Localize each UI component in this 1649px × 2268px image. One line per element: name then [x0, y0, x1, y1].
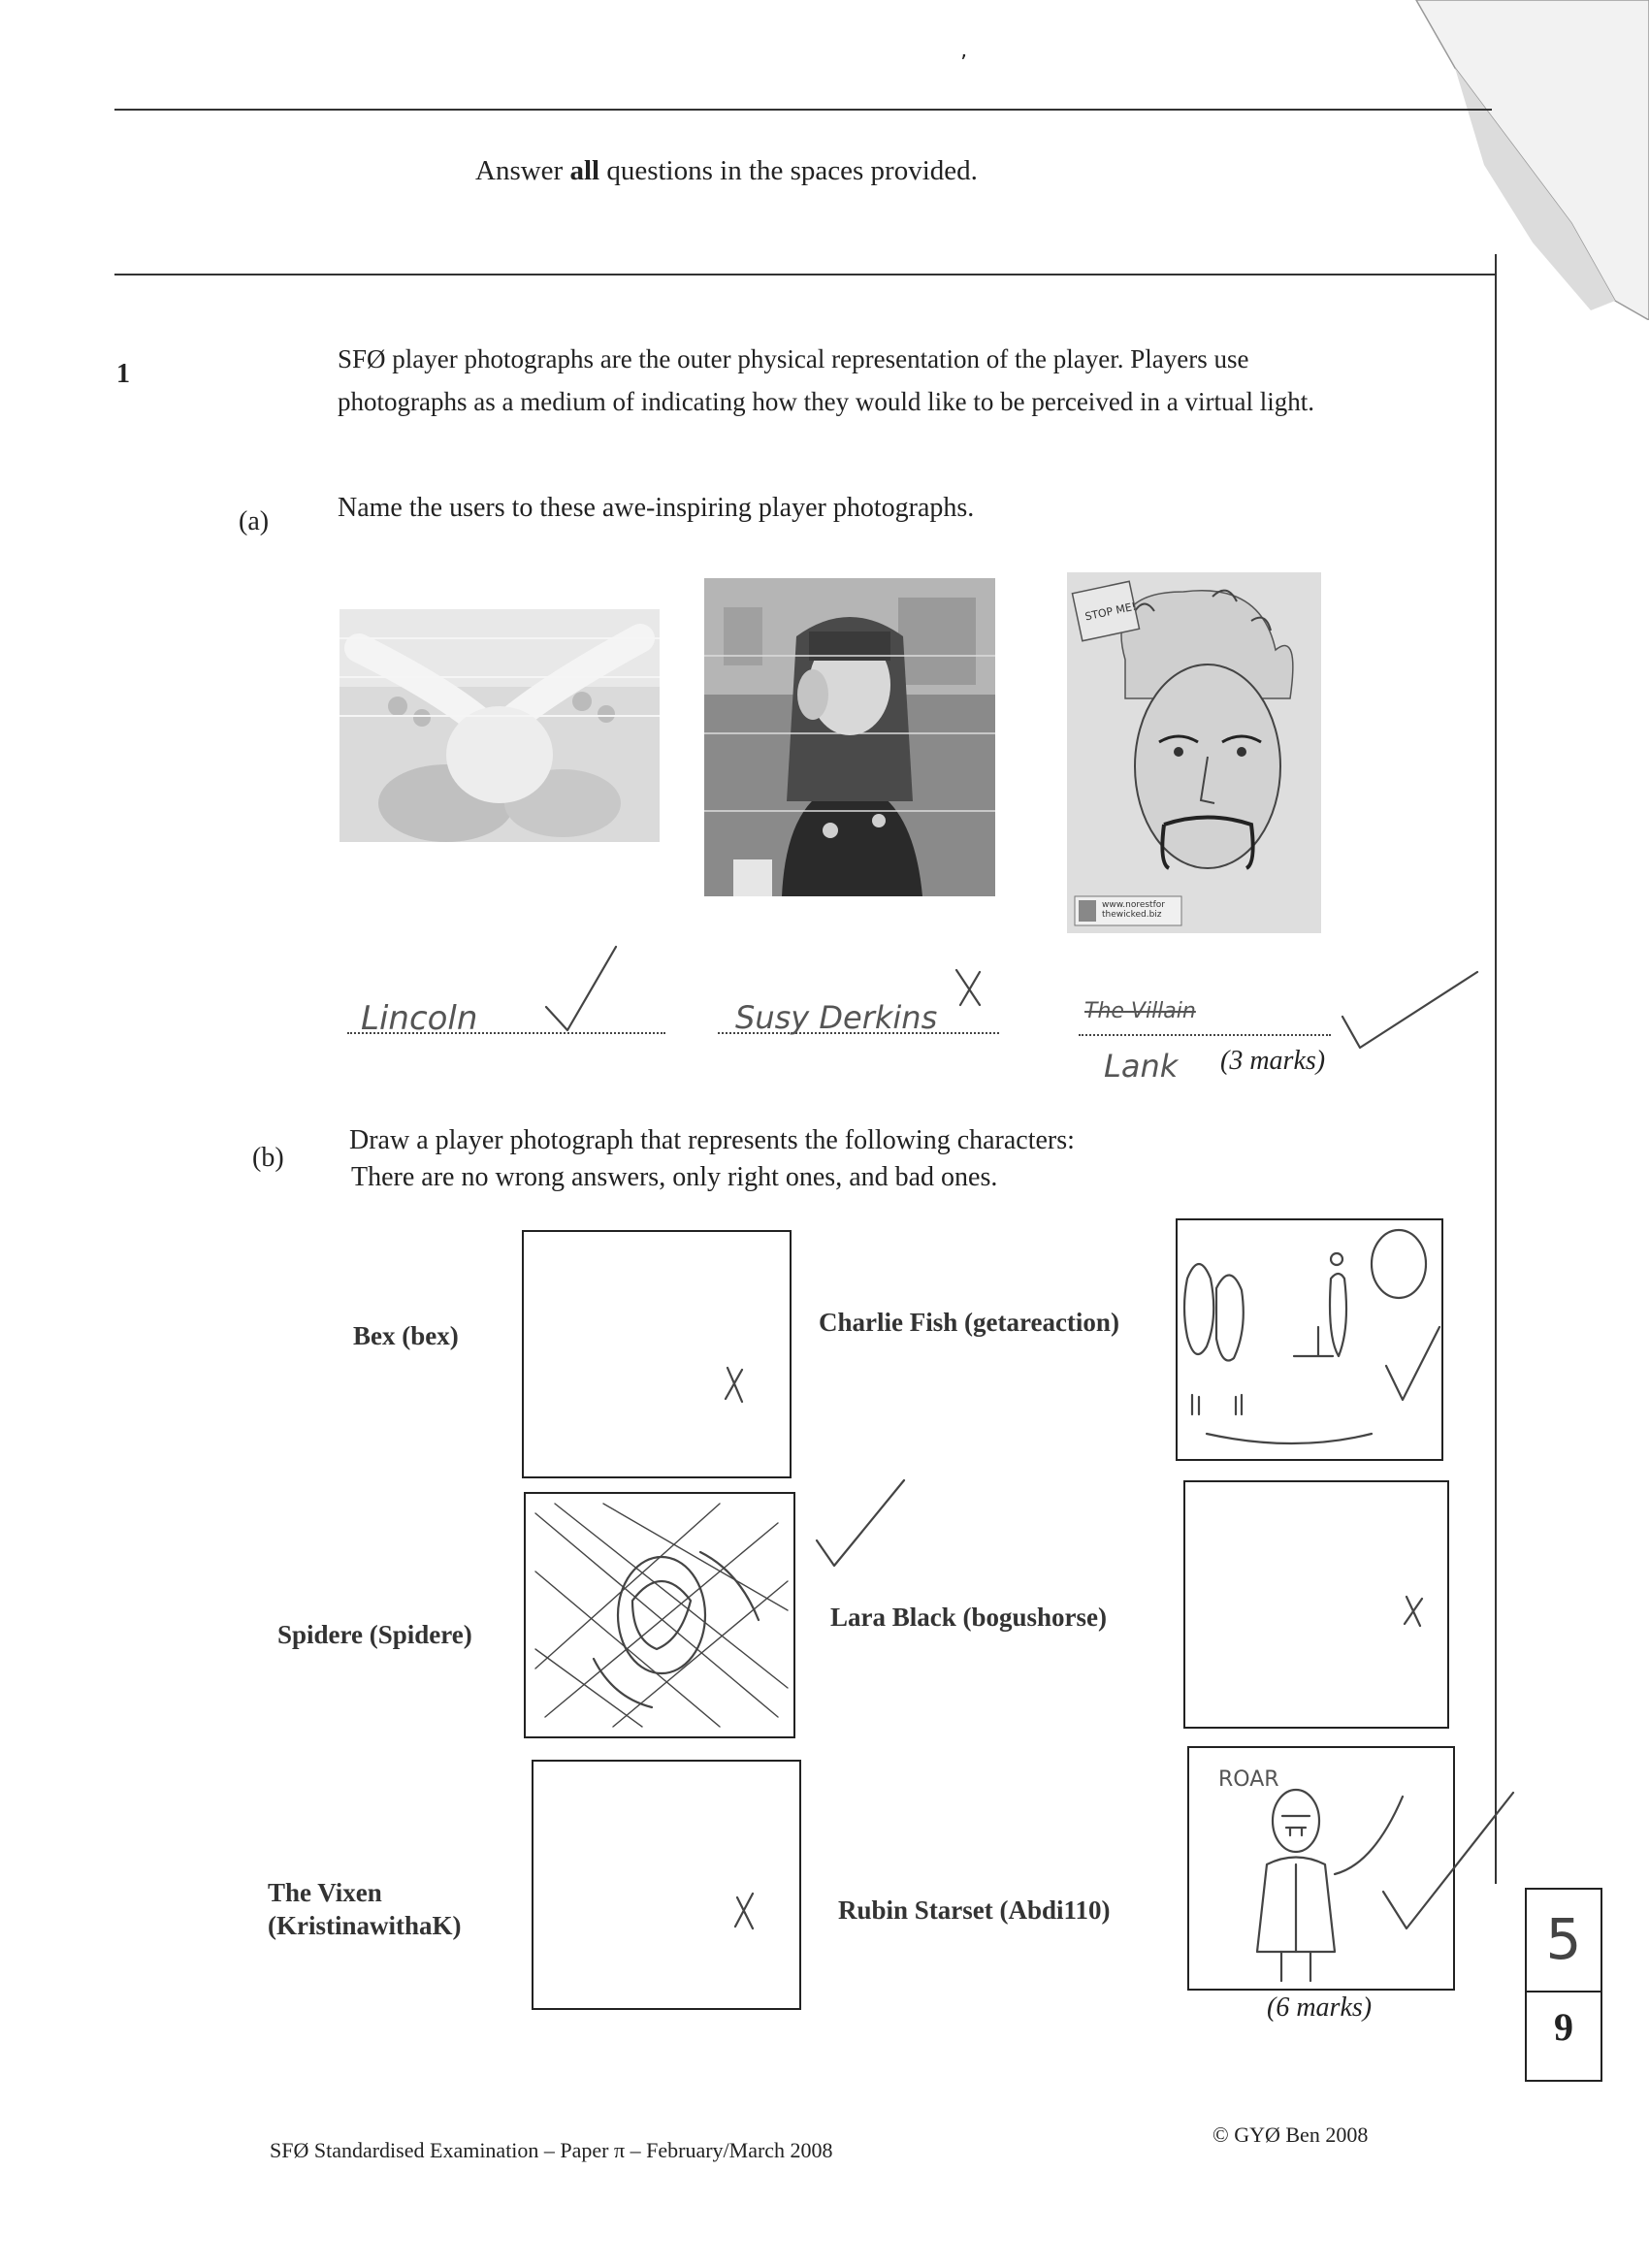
- question-intro: SFØ player photographs are the outer physical representation of the player. Players use photographs as a medium of indicating how they would like to be perceived in a virtual light.: [338, 344, 1315, 416]
- drawing-box-bex[interactable]: [522, 1230, 792, 1478]
- answer-1: Lincoln: [361, 999, 478, 1038]
- drawing-box-charlie-fish[interactable]: [1176, 1218, 1443, 1461]
- score-divider: [1527, 1991, 1600, 1993]
- part-a-prompt: Name the users to these awe-inspiring player photographs.: [338, 493, 975, 523]
- header-top-rule: [114, 109, 1492, 111]
- score-total: 9: [1554, 2005, 1573, 2049]
- page-tick: ٬: [960, 50, 967, 75]
- tick-spidere: [813, 1474, 910, 1571]
- part-b-marks: (6 marks): [1267, 1993, 1373, 2023]
- tick-answer-3: [1337, 970, 1482, 1057]
- part-b-prompt-2: There are no wrong answers, only right ones, and bad ones.: [351, 1162, 998, 1192]
- character-label-charlie-fish: Charlie Fish (getareaction): [819, 1308, 1119, 1337]
- part-b-label: (b): [252, 1143, 284, 1173]
- cross-answer-2: [951, 966, 986, 1009]
- instruction-text: Answer all questions in the spaces provided.: [475, 155, 978, 186]
- player-photo-sketch: [1067, 572, 1321, 933]
- footer-left: SFØ Standardised Examination – Paper π – February/March 2008: [270, 2138, 833, 2162]
- character-label-rubin-starset: Rubin Starset (Abdi110): [838, 1895, 1111, 1925]
- character-label-spidere: Spidere (Spidere): [277, 1620, 472, 1649]
- part-a-label: (a): [239, 506, 270, 536]
- header-bottom-rule: [114, 274, 1497, 275]
- player-photo-hands: [340, 609, 660, 842]
- answer-3: Lank: [1104, 1048, 1179, 1085]
- player-photo-woman: [704, 578, 995, 896]
- photo-sign-text: STOP ME!: [1083, 599, 1138, 624]
- tick-answer-1: [538, 941, 626, 1038]
- answer-3-struck: The Villain: [1084, 999, 1196, 1023]
- score-awarded: 5: [1545, 1906, 1582, 1972]
- footer-right: © GYØ Ben 2008: [1212, 2122, 1369, 2147]
- drawing-box-the-vixen[interactable]: [532, 1760, 801, 2010]
- part-b-prompt-1: Draw a player photograph that represents the following characters:: [349, 1125, 1075, 1155]
- answer-2: Susy Derkins: [735, 999, 938, 1036]
- drawing-box-lara-black[interactable]: [1183, 1480, 1449, 1729]
- folded-corner: [1397, 0, 1649, 320]
- score-box: [1525, 1888, 1602, 2082]
- right-margin-line: [1495, 254, 1497, 1884]
- character-label-bex: Bex (bex): [353, 1321, 459, 1350]
- drawing-box-spidere[interactable]: [524, 1492, 795, 1738]
- answer-line-3: [1079, 1034, 1331, 1036]
- character-label-the-vixen: The Vixen (KristinawithaK): [268, 1878, 462, 1940]
- tick-rubin-starset: [1377, 1785, 1523, 1940]
- question-number: 1: [116, 359, 130, 389]
- roar-text: ROAR: [1218, 1767, 1279, 1792]
- part-a-marks: (3 marks): [1220, 1046, 1326, 1076]
- photo-caption: www.norestfor thewicked.biz: [1102, 900, 1165, 920]
- character-label-lara-black: Lara Black (bogushorse): [830, 1603, 1108, 1632]
